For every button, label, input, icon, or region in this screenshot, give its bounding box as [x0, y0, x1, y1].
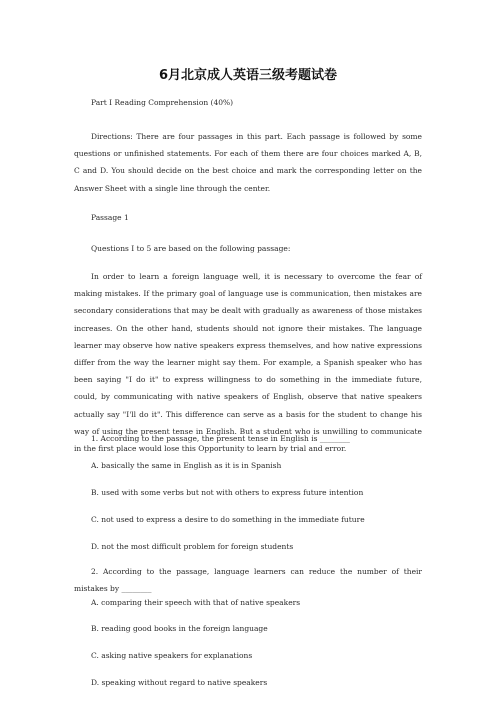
document-title: 6月北京成人英语三级考题试卷 [158, 68, 338, 83]
directions-text: Directions: There are four passages in this part. Each passage is followed by some questions or unfinished statements. For each of them there are four choices marked A, B, C and D. You should decide on the best choice and mark the corresponding letter on the Answer Sheet with a single line through the center. [74, 132, 422, 193]
question-1-option-a: A. basically the same in English as it is in Spanish [91, 461, 282, 470]
question-2-option-d: D. speaking without regard to native speakers [91, 678, 268, 687]
questions-intro: Questions I to 5 are based on the following passage: [91, 244, 291, 253]
passage-text: In order to learn a foreign language well, it is necessary to overcome the fear of making mistakes. If the primary goal of language use is communication, then mistakes are secondary considerations that may be dealt with gradually as awareness of those mistakes increases. On the other hand, students should not ignore their mistakes. The language learner may observe how native speakers express themselves, and how native expressions differ from the way the learner might say them. For example, a Spanish speaker who has been saying "I do it" to express willingness to do something in the immediate future, could, by communicating with native speakers of English, observe that native speakers actually say "I'll do it". This difference can serve as a basis for the student to change his way of using the present tense in English. But a student who is unwilling to communicate in the first place would lose this Opportunity to learn by trial and error. [74, 272, 422, 454]
question-2-option-a: A. comparing their speech with that of native speakers [91, 598, 301, 607]
part-heading: Part I Reading Comprehension (40%) [91, 98, 234, 107]
question-1-option-b: B. used with some verbs but not with others to express future intention [91, 488, 364, 497]
question-2-option-c: C. asking native speakers for explanations [91, 651, 253, 660]
question-1-stem: 1. According to the passage, the present tense in English is ________ [91, 434, 350, 443]
question-1-option-c: C. not used to express a desire to do something in the immediate future [91, 515, 365, 524]
passage-label: Passage 1 [91, 213, 129, 222]
question-2-stem: 2. According to the passage, language learners can reduce the number of their mistakes by ________ [74, 567, 422, 594]
question-1-option-d: D. not the most difficult problem for foreign students [91, 542, 294, 551]
question-2-option-b: B. reading good books in the foreign language [91, 624, 268, 633]
